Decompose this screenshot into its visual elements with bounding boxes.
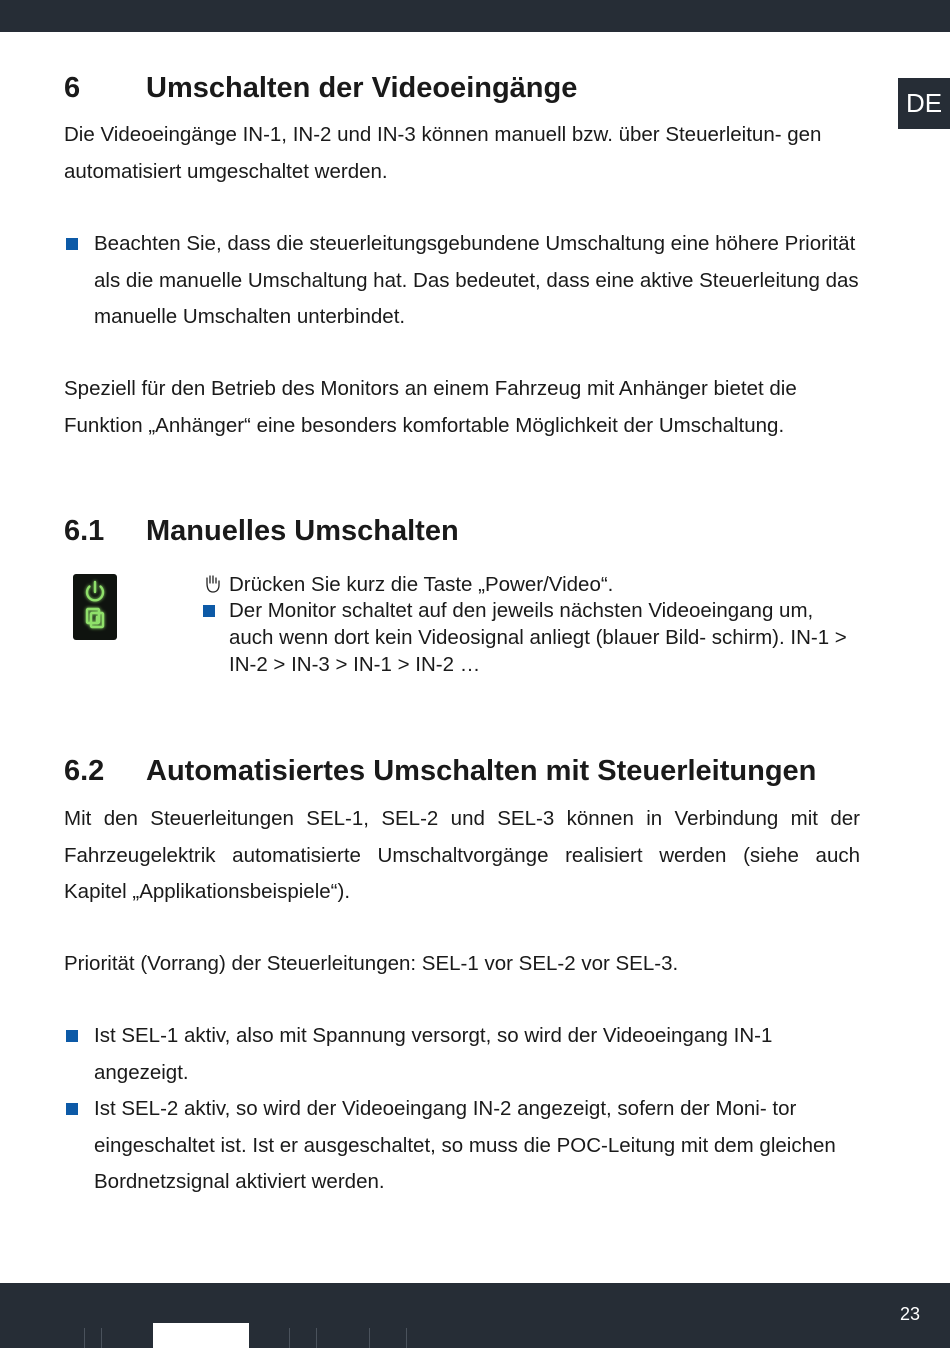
bullet-square-icon <box>203 605 215 617</box>
list-item <box>94 1018 860 1091</box>
print-mark-line <box>101 1328 102 1348</box>
print-mark-line <box>289 1328 290 1348</box>
bottom-bar <box>0 1283 950 1348</box>
print-mark <box>153 1323 249 1348</box>
hand-icon <box>204 574 222 594</box>
print-mark-line <box>316 1328 317 1348</box>
section-6-1-title: Manuelles Umschalten <box>146 515 459 547</box>
trailer-paragraph: Speziell für den Betrieb des Monitors an einem Fahrzeug mit Anhänger bietet die Funktion „Anhänger“ eine besonders komfortable Möglichkeit der Umschaltung. <box>64 377 797 437</box>
print-mark-line <box>406 1328 407 1348</box>
list-item-text: Ist SEL-2 aktiv, so wird der Videoeingang IN-2 angezeigt, sofern der Moni- tor eingeschaltet ist. Ist er ausgeschaltet, so muss die POC-Leitung mit dem gleichen Bordnetzsignal aktiviert werden. <box>94 1097 836 1193</box>
priority-line: Priorität (Vorrang) der Steuerleitungen: SEL-1 vor SEL-2 vor SEL-3. <box>64 952 679 975</box>
list-item <box>94 1091 860 1201</box>
section-6-heading <box>64 72 577 105</box>
step-result <box>229 597 849 678</box>
step-result-text: Der Monitor schaltet auf den jeweils nächsten Videoeingang um, auch wenn dort kein Videosignal anliegt (blauer Bild- schirm). IN-1 > IN-2 > IN-3 > IN-1 > IN-2 … <box>229 599 847 676</box>
bullet-square-icon <box>66 238 78 250</box>
section-6-number: 6 <box>64 72 81 104</box>
print-mark-line <box>369 1328 370 1348</box>
bullet-square-icon <box>66 1030 78 1042</box>
list-item-text: Ist SEL-1 aktiv, also mit Spannung versorgt, so wird der Videoeingang IN-1 angezeigt. <box>94 1024 773 1084</box>
section-6-2-heading <box>64 755 816 788</box>
section-6-1-number: 6.1 <box>64 515 105 547</box>
section-6-2-title: Automatisiertes Umschalten mit Steuerleitungen <box>146 755 817 787</box>
language-tab: DE <box>898 78 950 129</box>
top-bar <box>0 0 950 32</box>
section-6-1-heading <box>64 515 459 548</box>
section-6-2-intro: Mit den Steuerleitungen SEL-1, SEL-2 und SEL-3 können in Verbindung mit der Fahrzeugelektrik automatisierte Umschaltvorgänge realisiert werden (siehe auch Kapitel „Applikationsbeispiele“). <box>64 807 860 903</box>
note-text: Beachten Sie, dass die steuerleitungsgebundene Umschaltung eine höhere Priorität als die manuelle Umschaltung hat. Das bedeutet, dass eine aktive Steuerleitung das manuelle Umschalten unterbindet. <box>94 232 859 328</box>
step-action-text: Drücken Sie kurz die Taste „Power/Video“. <box>229 573 614 596</box>
note-bullet <box>94 226 860 336</box>
step-action <box>229 571 849 598</box>
section-6-intro: Die Videoeingänge IN-1, IN-2 und IN-3 können manuell bzw. über Steuerleitun- gen automatisiert umgeschaltet werden. <box>64 123 822 183</box>
section-6-title: Umschalten der Videoeingänge <box>146 72 578 104</box>
power-video-button-icon <box>73 574 117 640</box>
bullet-square-icon <box>66 1103 78 1115</box>
print-mark-line <box>84 1328 85 1348</box>
section-6-2-number: 6.2 <box>64 755 105 787</box>
page-number: 23 <box>899 1304 921 1324</box>
